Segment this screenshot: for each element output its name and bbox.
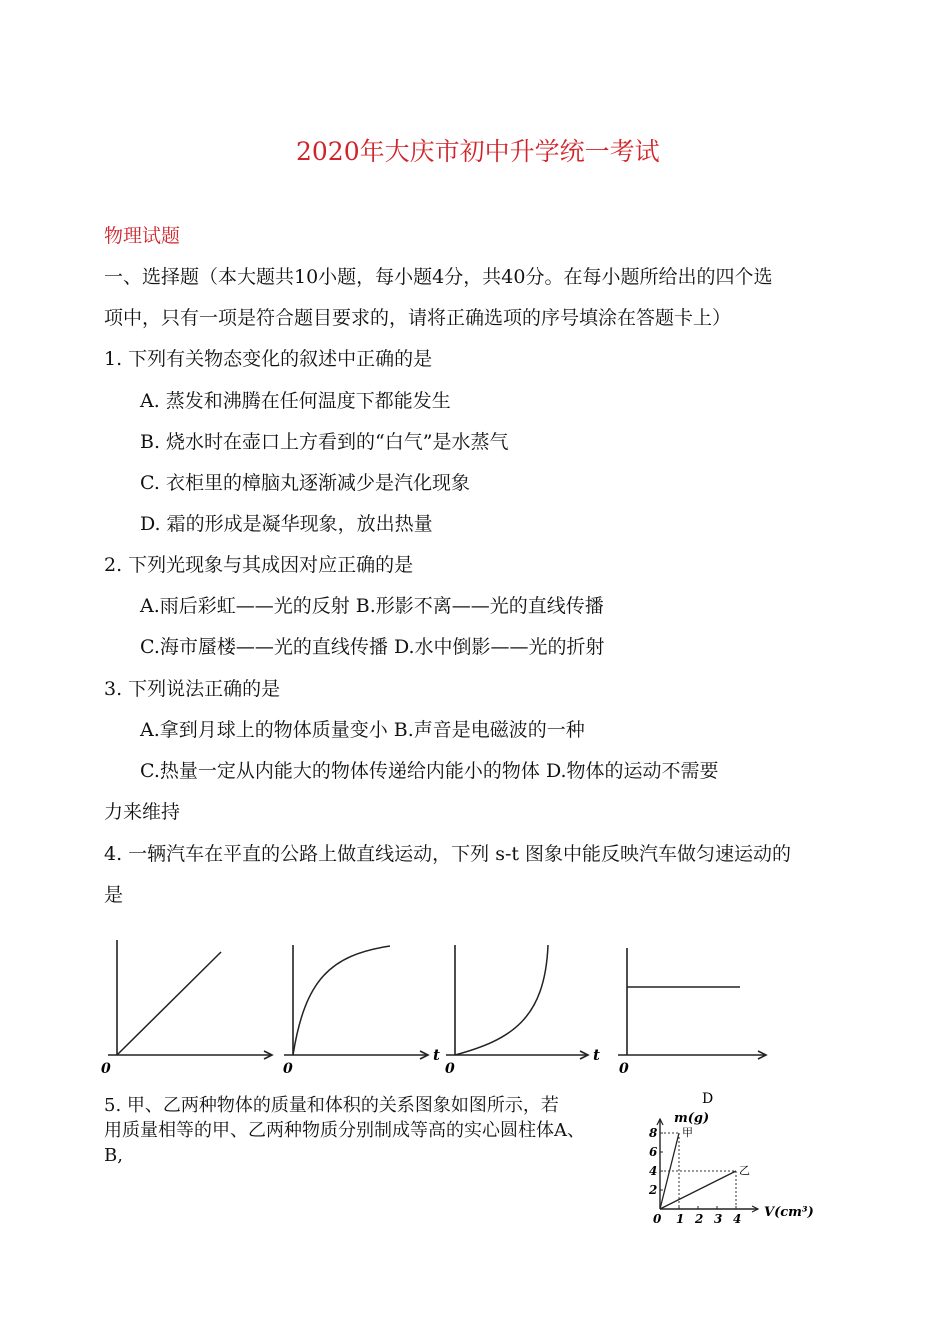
section-intro-line-2: 项中，只有一项是符合题目要求的，请将正确选项的序号填涂在答题卡上） [104,307,732,329]
graph-c-origin-label: 0 [445,1061,455,1077]
mass-volume-chart [640,1088,850,1238]
graph-b-origin-label: 0 [283,1061,293,1077]
q1-option-c: C. 衣柜里的樟脑丸逐渐减少是汽化现象 [140,472,470,494]
q1-option-b: B. 烧水时在壶口上方看到的“白气”是水蒸气 [140,431,509,453]
x-axis-label: V(cm³) [764,1205,814,1220]
q4-stem-line-1: 4. 一辆汽车在平直的公路上做直线运动，下列 s-t 图象中能反映汽车做匀速运动的 [104,843,792,865]
q4-graph-b [283,945,440,1077]
q4-graph-d [618,948,766,1077]
series-line-2 [660,1171,736,1209]
x-tick-label: 2 [695,1212,704,1226]
graph-c-curve [455,945,548,1055]
q3-continuation: 力来维持 [104,801,181,823]
graph-tag: D [702,1091,714,1107]
x-tick-label: 4 [733,1212,742,1226]
graph-d-arrow [758,1051,766,1059]
graph-a-arrow [264,1051,272,1059]
y-tick-label: 6 [649,1145,658,1159]
q3-options-cd: C.热量一定从内能大的物体传递给内能小的物体 D.物体的运动不需要 [140,760,719,782]
q3-stem: 3. 下列说法正确的是 [104,678,281,700]
graph-b-arrow [420,1051,428,1059]
graph-c-t-label: t [593,1046,600,1064]
graph-c-arrow [580,1051,588,1059]
series-label-2: 乙 [739,1164,750,1177]
q5-stem-line-1: 5. 甲、乙两种物体的质量和体积的关系图象如图所示，若 [104,1095,559,1116]
q1-option-a: A. 蒸发和沸腾在任何温度下都能发生 [140,390,451,412]
graph-a-line [117,952,221,1055]
q4-graph-a [101,940,272,1077]
graph-d-origin-label: 0 [619,1061,629,1077]
x-tick-label: 1 [676,1212,685,1226]
q1-stem: 1. 下列有关物态变化的叙述中正确的是 [104,348,433,370]
q4-graph-c [445,945,600,1077]
y-tick-label: 4 [649,1164,658,1178]
q4-stem-line-2: 是 [104,884,124,906]
y-axis-label: m(g) [674,1111,710,1126]
q2-options-ab: A.雨后彩虹——光的反射 B.形影不离——光的直线传播 [140,595,604,617]
q3-options-ab: A.拿到月球上的物体质量变小 B.声音是电磁波的一种 [140,719,585,741]
x-tick-label: 3 [714,1212,723,1226]
origin-label: 0 [653,1212,662,1226]
graph-b-t-label: t [433,1046,440,1064]
q5-stem-line-3: B, [104,1145,123,1166]
y-tick-label: 2 [649,1183,658,1197]
q5-stem-line-2: 用质量相等的甲、乙两种物质分别制成等高的实心圆柱体A、 [104,1120,585,1141]
exam-title: 2020年大庆市初中升学统一考试 [296,137,660,166]
q2-stem: 2. 下列光现象与其成因对应正确的是 [104,554,414,576]
q2-options-cd: C.海市蜃楼——光的直线传播 D.水中倒影——光的折射 [140,636,605,658]
section-intro-line-1: 一、选择题（本大题共10小题，每小题4分，共40分。在每小题所给出的四个选 [104,266,773,288]
subject-heading: 物理试题 [104,225,181,247]
series-label-1: 甲 [682,1126,693,1139]
y-tick-label: 8 [649,1126,658,1140]
graph-b-curve [293,946,390,1055]
graph-a-origin-label: 0 [101,1061,111,1077]
q1-option-d: D. 霜的形成是凝华现象，放出热量 [140,513,433,535]
